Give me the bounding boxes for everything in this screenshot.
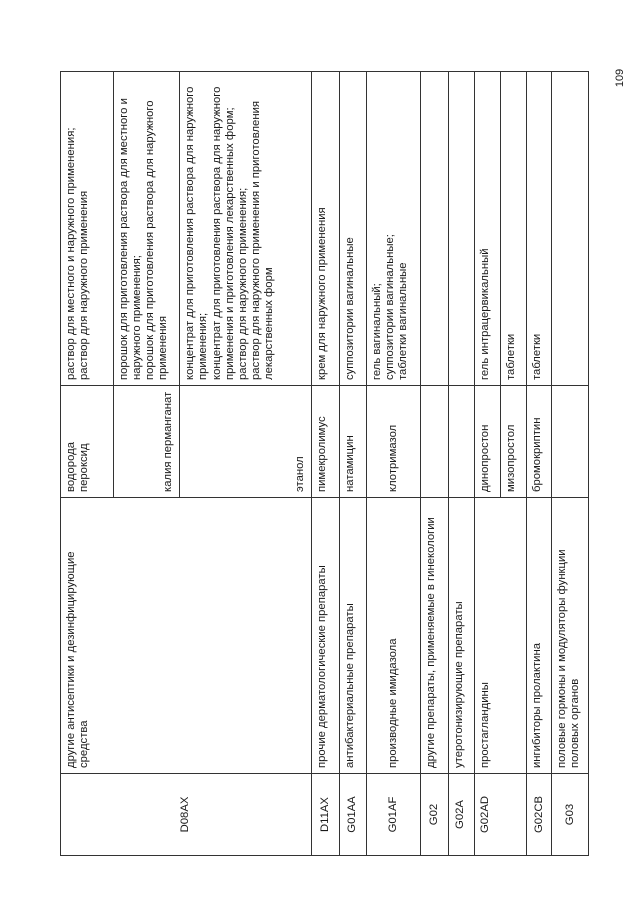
atc-group: другие антисептики и дезинфицирующие средства <box>61 498 312 774</box>
atc-code: G02AD <box>474 774 527 856</box>
dosage-form: порошок для приготовления раствора для местного и наружного применения; <box>117 98 144 380</box>
dosage-forms <box>366 72 420 386</box>
drug-name: этанол <box>180 386 312 498</box>
dosage-forms <box>311 72 339 386</box>
dosage-forms <box>420 72 448 386</box>
atc-code: G02A <box>448 774 474 856</box>
dosage-form: таблетки <box>531 333 544 380</box>
drug-name: пимекролимус <box>311 386 339 498</box>
drug-name <box>448 386 474 498</box>
dosage-forms <box>180 72 312 386</box>
atc-group: другие препараты, применяемые в гинекологии <box>420 498 448 774</box>
dosage-forms <box>474 72 501 386</box>
dosage-form: суппозитории вагинальные; <box>383 234 396 380</box>
dosage-forms <box>339 72 366 386</box>
dosage-forms <box>527 72 552 386</box>
table-row <box>366 72 420 856</box>
atc-group: половые гормоны и модуляторы функции половых органов <box>552 498 589 774</box>
drug-table <box>60 71 589 856</box>
table-row <box>448 72 474 856</box>
atc-group: простагландины <box>474 498 527 774</box>
dosage-form: крем для наружного применения <box>315 207 328 380</box>
rotated-table-wrapper <box>60 72 589 856</box>
dosage-forms <box>61 72 114 386</box>
dosage-forms <box>552 72 589 386</box>
page-number: 109 <box>614 68 627 88</box>
atc-group: утеротонизирующие препараты <box>448 498 474 774</box>
atc-group: антибактериальные препараты <box>339 498 366 774</box>
atc-group: ингибиторы пролактина <box>527 498 552 774</box>
dosage-form: гель вагинальный; <box>370 283 383 380</box>
dosage-form: раствор для местного и наружного применения; <box>65 127 77 380</box>
dosage-form: концентрат для приготовления раствора для наружного применения и приготовления лекарственных форм; <box>210 86 236 380</box>
drug-name: водорода пероксид <box>61 386 114 498</box>
dosage-form: суппозитории вагинальные <box>343 237 356 380</box>
dosage-form: таблетки вагинальные <box>397 262 410 380</box>
atc-code: G01AA <box>339 774 366 856</box>
drug-name <box>552 386 589 498</box>
dosage-form: раствор для наружного применения <box>78 190 91 380</box>
dosage-form: гель интрацервикальный <box>478 248 491 380</box>
dosage-form: таблетки <box>505 333 518 380</box>
table-row <box>420 72 448 856</box>
dosage-forms <box>501 72 527 386</box>
table-row <box>474 72 501 856</box>
drug-name <box>420 386 448 498</box>
atc-code: G02CB <box>527 774 552 856</box>
atc-code: G01AF <box>366 774 420 856</box>
table-row <box>339 72 366 856</box>
table-row <box>527 72 552 856</box>
atc-code: G03 <box>552 774 589 856</box>
drug-name: мизопростол <box>501 386 527 498</box>
atc-code: D11AX <box>311 774 339 856</box>
dosage-form: раствор для наружного применения; <box>237 187 249 380</box>
atc-code: G02 <box>420 774 448 856</box>
table-row <box>552 72 589 856</box>
dosage-form: раствор для наружного применения и приготовления лекарственных форм <box>250 101 276 380</box>
atc-code: D08AX <box>61 774 312 856</box>
dosage-forms <box>113 72 179 386</box>
dosage-form: концентрат для приготовления раствора для наружного применения; <box>184 86 210 380</box>
atc-group: производные имидазола <box>366 498 420 774</box>
drug-name: динопростон <box>474 386 501 498</box>
drug-name: бромокриптин <box>527 386 552 498</box>
drug-name: клотримазол <box>366 386 420 498</box>
atc-group: прочие дерматологические препараты <box>311 498 339 774</box>
dosage-form: порошок для приготовления раствора для наружного применения <box>144 100 170 380</box>
dosage-forms <box>448 72 474 386</box>
drug-name: натамицин <box>339 386 366 498</box>
drug-name: калия перманганат <box>113 386 179 498</box>
table-row <box>61 72 114 856</box>
table-row <box>311 72 339 856</box>
